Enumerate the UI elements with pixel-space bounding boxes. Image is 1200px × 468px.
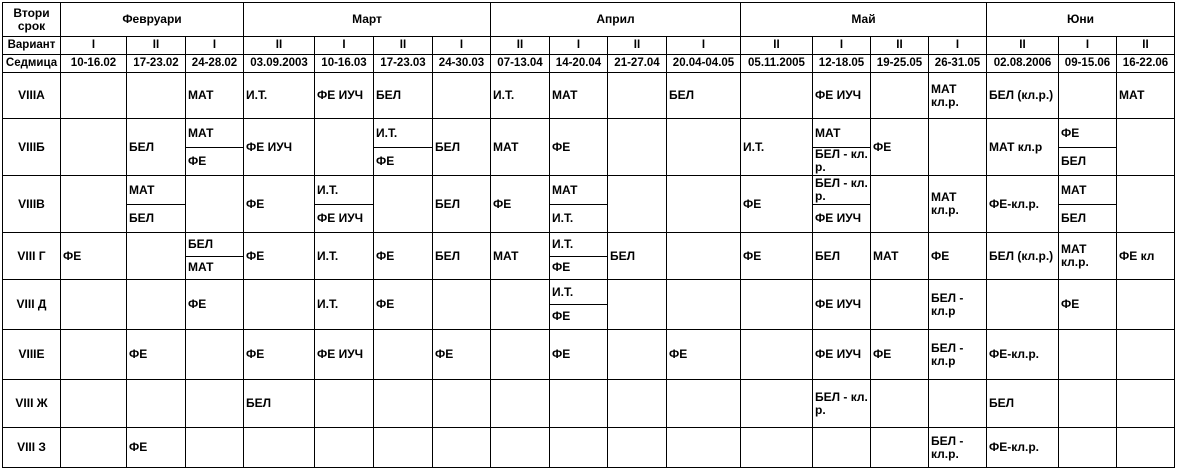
schedule-cell xyxy=(374,119,433,176)
exam-entry: ФЕ кл xyxy=(1119,248,1155,263)
schedule-cell xyxy=(1059,428,1117,468)
schedule-cell xyxy=(550,380,608,428)
schedule-cell xyxy=(741,280,813,330)
schedule-cell xyxy=(491,176,550,233)
schedule-cell xyxy=(244,119,315,176)
schedule-cell xyxy=(741,119,813,176)
exam-entry: ФЕ xyxy=(376,248,395,263)
schedule-cell xyxy=(491,330,550,380)
month-header: Април xyxy=(491,3,741,37)
schedule-cell xyxy=(608,380,667,428)
schedule-cell xyxy=(608,330,667,380)
exam-entry: И.Т. xyxy=(493,88,515,102)
exam-entry: МАТ xyxy=(873,248,899,263)
exam-entry: МАТ xyxy=(1061,182,1087,197)
variant-cell: I xyxy=(315,37,374,55)
schedule-cell xyxy=(608,119,667,176)
schedule-cell xyxy=(813,330,871,380)
exam-entry: ФЕ xyxy=(246,196,265,211)
schedule-cell xyxy=(433,176,491,233)
exam-entry: ФЕ xyxy=(63,248,82,263)
exam-entry: МАТ xyxy=(552,88,578,102)
variant-cell: II xyxy=(244,37,315,55)
schedule-cell xyxy=(813,176,871,233)
schedule-cell xyxy=(244,176,315,233)
exam-entry: БЕЛ xyxy=(188,237,214,251)
exam-entry: И.Т. xyxy=(552,237,574,251)
exam-entry: ФЕ xyxy=(550,256,607,279)
exam-entry: МАТ кл.р. xyxy=(931,81,959,109)
schedule-cell xyxy=(987,428,1059,468)
exam-entry: ФЕ ИУЧ xyxy=(815,347,862,361)
schedule-cell xyxy=(374,73,433,119)
schedule-cell xyxy=(127,176,186,233)
schedule-cell xyxy=(741,233,813,280)
schedule-cell xyxy=(186,176,244,233)
schedule-cell xyxy=(61,330,127,380)
exam-entry: БЕЛ xyxy=(435,248,461,263)
week-cell: 05.11.2005 xyxy=(741,55,813,73)
week-cell: 12-18.05 xyxy=(813,55,871,73)
week-cell: 24-28.02 xyxy=(186,55,244,73)
schedule-cell xyxy=(1059,233,1117,280)
schedule-cell xyxy=(186,233,244,280)
schedule-cell xyxy=(244,380,315,428)
schedule-cell xyxy=(127,330,186,380)
schedule-cell xyxy=(127,73,186,119)
class-row xyxy=(3,280,1175,330)
class-label: VIII Ж xyxy=(3,380,61,428)
schedule-cell xyxy=(741,330,813,380)
exam-entry: ФЕ ИУЧ xyxy=(315,204,373,232)
exam-entry: И.Т. xyxy=(550,204,607,232)
schedule-cell xyxy=(987,119,1059,176)
month-header: Май xyxy=(741,3,987,37)
schedule-cell xyxy=(61,176,127,233)
exam-entry: ФЕ ИУЧ xyxy=(246,139,293,154)
class-label: VIII З xyxy=(3,428,61,468)
schedule-cell xyxy=(667,73,741,119)
schedule-cell xyxy=(667,176,741,233)
schedule-cell xyxy=(315,73,374,119)
schedule-cell xyxy=(186,380,244,428)
schedule-cell xyxy=(871,233,929,280)
schedule-cell xyxy=(987,73,1059,119)
schedule-cell xyxy=(61,280,127,330)
schedule-cell xyxy=(871,119,929,176)
schedule-cell xyxy=(550,233,608,280)
exam-entry: БЕЛ - кл.р xyxy=(931,340,964,368)
schedule-cell xyxy=(491,233,550,280)
exam-entry: ФЕ xyxy=(374,147,432,175)
schedule-cell xyxy=(186,73,244,119)
schedule-cell xyxy=(1117,330,1175,380)
schedule-cell xyxy=(61,380,127,428)
schedule-cell xyxy=(871,280,929,330)
schedule-cell xyxy=(186,280,244,330)
schedule-cell xyxy=(127,428,186,468)
schedule-cell xyxy=(667,119,741,176)
schedule-cell xyxy=(871,380,929,428)
schedule-cell xyxy=(61,428,127,468)
header-weeks-row xyxy=(3,55,1175,73)
schedule-cell xyxy=(667,428,741,468)
week-cell: 10-16.02 xyxy=(61,55,127,73)
class-row xyxy=(3,428,1175,468)
schedule-cell xyxy=(667,280,741,330)
variant-cell: I xyxy=(667,37,741,55)
schedule-cell xyxy=(315,330,374,380)
exam-entry: ФЕ xyxy=(1061,297,1080,311)
schedule-cell xyxy=(491,280,550,330)
exam-entry: И.Т. xyxy=(552,284,574,299)
exam-entry: БЕЛ (кл.р.) xyxy=(989,88,1054,102)
exam-entry: МАТ xyxy=(188,88,214,102)
exam-entry: БЕЛ xyxy=(669,88,695,102)
schedule-cell xyxy=(186,428,244,468)
schedule-cell xyxy=(433,119,491,176)
schedule-cell xyxy=(550,330,608,380)
schedule-cell xyxy=(315,380,374,428)
exam-entry: И.Т. xyxy=(317,248,339,263)
exam-entry: И.Т. xyxy=(246,88,268,102)
schedule-cell xyxy=(871,73,929,119)
schedule-cell xyxy=(813,280,871,330)
schedule-cell xyxy=(315,233,374,280)
schedule-cell xyxy=(741,176,813,233)
exam-entry: ФЕ xyxy=(931,248,950,263)
schedule-cell xyxy=(186,119,244,176)
header-variants-row xyxy=(3,37,1175,55)
exam-entry: ФЕ xyxy=(743,196,762,211)
schedule-cell xyxy=(244,280,315,330)
exam-entry: МАТ xyxy=(186,256,243,279)
schedule-cell xyxy=(433,280,491,330)
schedule-cell xyxy=(987,176,1059,233)
schedule-cell xyxy=(608,280,667,330)
schedule-cell xyxy=(1059,73,1117,119)
exam-entry: МАТ xyxy=(1119,88,1145,102)
exam-entry: ФЕ xyxy=(129,440,148,454)
week-cell: 09-15.06 xyxy=(1059,55,1117,73)
month-header: Юни xyxy=(987,3,1175,37)
variant-cell: II xyxy=(987,37,1059,55)
exam-entry: БЕЛ xyxy=(610,248,636,263)
schedule-cell xyxy=(550,428,608,468)
week-cell: 24-30.03 xyxy=(433,55,491,73)
exam-entry: БЕЛ xyxy=(246,396,272,410)
variant-cell: I xyxy=(550,37,608,55)
month-header: Февруари xyxy=(61,3,244,37)
schedule-cell xyxy=(608,73,667,119)
schedule-cell xyxy=(244,428,315,468)
exam-entry: БЕЛ - кл.р. xyxy=(931,433,964,461)
schedule-cell xyxy=(433,428,491,468)
schedule-cell xyxy=(929,280,987,330)
variant-cell: I xyxy=(186,37,244,55)
exam-entry: ФЕ xyxy=(873,139,892,154)
schedule-cell xyxy=(61,119,127,176)
variant-cell: II xyxy=(1117,37,1175,55)
schedule-cell xyxy=(667,330,741,380)
variant-cell: I xyxy=(1059,37,1117,55)
exam-entry: БЕЛ xyxy=(435,196,461,211)
schedule-cell xyxy=(61,233,127,280)
schedule-cell xyxy=(550,176,608,233)
exam-entry: БЕЛ (кл.р.) xyxy=(989,248,1054,263)
class-row xyxy=(3,176,1175,233)
schedule-cell xyxy=(244,330,315,380)
schedule-cell xyxy=(550,280,608,330)
exam-entry: ФЕ xyxy=(550,304,607,329)
variant-cell: II xyxy=(491,37,550,55)
schedule-cell xyxy=(374,428,433,468)
schedule-cell xyxy=(433,380,491,428)
schedule-cell xyxy=(1059,280,1117,330)
schedule-cell xyxy=(871,176,929,233)
variant-cell: I xyxy=(433,37,491,55)
schedule-cell xyxy=(186,330,244,380)
exam-entry: БЕЛ - кл. р. xyxy=(815,389,868,417)
schedule-cell xyxy=(315,119,374,176)
variant-cell: I xyxy=(61,37,127,55)
schedule-cell xyxy=(741,428,813,468)
week-cell: 14-20.04 xyxy=(550,55,608,73)
week-label: Седмица xyxy=(3,55,61,73)
schedule-cell xyxy=(741,73,813,119)
exam-entry: ФЕ xyxy=(186,147,243,175)
schedule-cell xyxy=(550,119,608,176)
exam-entry: БЕЛ xyxy=(376,88,402,102)
schedule-cell xyxy=(813,380,871,428)
exam-entry: МАТ кл.р. xyxy=(931,190,959,217)
variant-cell: II xyxy=(741,37,813,55)
exam-entry: ФЕ ИУЧ xyxy=(815,297,862,311)
schedule-cell xyxy=(929,330,987,380)
exam-entry: МАТ кл.р. xyxy=(1061,242,1089,269)
schedule-cell xyxy=(315,428,374,468)
exam-entry: БЕЛ xyxy=(989,396,1015,410)
schedule-cell xyxy=(667,380,741,428)
exam-entry: БЕЛ xyxy=(815,248,841,263)
schedule-cell xyxy=(244,73,315,119)
exam-entry: МАТ xyxy=(815,125,841,140)
class-label: VIIIА xyxy=(3,73,61,119)
schedule-cell xyxy=(374,176,433,233)
variant-cell: II xyxy=(871,37,929,55)
schedule-cell xyxy=(929,73,987,119)
class-label: VIIIВ xyxy=(3,176,61,233)
exam-entry: И.Т. xyxy=(317,297,339,311)
schedule-table xyxy=(2,2,1175,468)
schedule-cell xyxy=(127,380,186,428)
schedule-cell xyxy=(987,380,1059,428)
class-row xyxy=(3,233,1175,280)
schedule-cell xyxy=(127,119,186,176)
term-label: Втори срок xyxy=(3,3,61,37)
schedule-cell xyxy=(987,233,1059,280)
week-cell: 10-16.03 xyxy=(315,55,374,73)
schedule-cell xyxy=(1117,233,1175,280)
class-row xyxy=(3,380,1175,428)
exam-entry: ФЕ-кл.р. xyxy=(989,347,1040,361)
exam-entry: ФЕ ИУЧ xyxy=(815,88,862,102)
schedule-cell xyxy=(374,280,433,330)
schedule-cell xyxy=(1117,280,1175,330)
schedule-cell xyxy=(127,280,186,330)
class-label: VIIIБ xyxy=(3,119,61,176)
schedule-cell xyxy=(1117,380,1175,428)
class-label: VIII Д xyxy=(3,280,61,330)
exam-entry: МАТ xyxy=(129,182,155,197)
exam-entry: БЕЛ xyxy=(127,204,185,232)
exam-entry: БЕЛ xyxy=(1059,204,1116,232)
exam-entry: ФЕ xyxy=(435,347,454,361)
schedule-cell xyxy=(929,428,987,468)
schedule-cell xyxy=(433,73,491,119)
schedule-cell xyxy=(929,380,987,428)
exam-entry: БЕЛ xyxy=(129,139,155,154)
exam-entry: ФЕ xyxy=(188,297,207,311)
exam-entry: И.Т. xyxy=(317,182,339,197)
schedule-cell xyxy=(813,119,871,176)
schedule-cell xyxy=(871,428,929,468)
exam-entry: ФЕ ИУЧ xyxy=(317,347,364,361)
schedule-cell xyxy=(608,233,667,280)
class-row xyxy=(3,330,1175,380)
schedule-cell xyxy=(813,233,871,280)
exam-entry: МАТ кл.р xyxy=(989,139,1043,154)
schedule-cell xyxy=(1117,428,1175,468)
week-cell: 16-22.06 xyxy=(1117,55,1175,73)
exam-entry: И.Т. xyxy=(376,125,398,140)
week-cell: 17-23.03 xyxy=(374,55,433,73)
schedule-cell xyxy=(433,233,491,280)
schedule-cell xyxy=(1059,330,1117,380)
schedule-cell xyxy=(608,428,667,468)
variant-cell: II xyxy=(608,37,667,55)
schedule-cell xyxy=(374,330,433,380)
exam-entry: МАТ xyxy=(493,248,519,263)
exam-entry: МАТ xyxy=(493,139,519,154)
week-cell: 19-25.05 xyxy=(871,55,929,73)
exam-entry: БЕЛ - кл. р. xyxy=(813,147,870,175)
exam-entry: МАТ xyxy=(188,125,214,140)
exam-entry: ФЕ xyxy=(493,196,512,211)
exam-entry: МАТ xyxy=(552,182,578,197)
exam-entry: ФЕ-кл.р. xyxy=(989,440,1040,454)
schedule-cell xyxy=(315,280,374,330)
week-cell: 21-27.04 xyxy=(608,55,667,73)
week-cell: 03.09.2003 xyxy=(244,55,315,73)
schedule-cell xyxy=(1117,176,1175,233)
exam-entry: ФЕ-кл.р. xyxy=(989,196,1040,211)
week-cell: 17-23.02 xyxy=(127,55,186,73)
exam-entry: ФЕ ИУЧ xyxy=(317,88,364,102)
schedule-cell xyxy=(871,330,929,380)
schedule-cell xyxy=(491,380,550,428)
week-cell: 02.08.2006 xyxy=(987,55,1059,73)
exam-entry: ФЕ xyxy=(552,139,571,154)
exam-entry: ФЕ xyxy=(246,248,265,263)
exam-entry: ФЕ ИУЧ xyxy=(813,204,870,232)
schedule-cell xyxy=(374,380,433,428)
schedule-cell xyxy=(244,233,315,280)
variant-cell: II xyxy=(127,37,186,55)
variant-cell: I xyxy=(929,37,987,55)
class-row xyxy=(3,73,1175,119)
variant-label: Вариант xyxy=(3,37,61,55)
exam-entry: ФЕ xyxy=(246,347,265,361)
week-cell: 07-13.04 xyxy=(491,55,550,73)
exam-entry: ФЕ xyxy=(1061,125,1080,140)
schedule-cell xyxy=(374,233,433,280)
exam-entry: ФЕ xyxy=(669,347,688,361)
schedule-cell xyxy=(491,428,550,468)
variant-cell: I xyxy=(813,37,871,55)
schedule-cell xyxy=(667,233,741,280)
schedule-cell xyxy=(1059,176,1117,233)
schedule-cell xyxy=(61,73,127,119)
exam-entry: БЕЛ - кл.р xyxy=(931,290,964,318)
class-row xyxy=(3,119,1175,176)
exam-entry: ФЕ xyxy=(873,347,892,361)
exam-entry: БЕЛ xyxy=(435,139,461,154)
schedule-cell xyxy=(608,176,667,233)
schedule-cell xyxy=(1059,380,1117,428)
week-cell: 26-31.05 xyxy=(929,55,987,73)
class-label: VIIIЕ xyxy=(3,330,61,380)
schedule-cell xyxy=(127,233,186,280)
exam-entry: ФЕ xyxy=(552,347,571,361)
schedule-cell xyxy=(1059,119,1117,176)
class-label: VIII Г xyxy=(3,233,61,280)
schedule-cell xyxy=(813,73,871,119)
schedule-cell xyxy=(550,73,608,119)
exam-entry: ФЕ xyxy=(129,347,148,361)
exam-entry: И.Т. xyxy=(743,139,765,154)
schedule-cell xyxy=(1117,73,1175,119)
schedule-cell xyxy=(929,119,987,176)
week-cell: 20.04-04.05 xyxy=(667,55,741,73)
schedule-cell xyxy=(813,428,871,468)
month-header: Март xyxy=(244,3,491,37)
exam-entry: ФЕ xyxy=(376,297,395,311)
schedule-cell xyxy=(741,380,813,428)
variant-cell: II xyxy=(374,37,433,55)
schedule-cell xyxy=(929,233,987,280)
exam-entry: ФЕ xyxy=(743,248,762,263)
schedule-cell xyxy=(433,330,491,380)
schedule-cell xyxy=(491,73,550,119)
schedule-cell xyxy=(929,176,987,233)
schedule-cell xyxy=(987,330,1059,380)
schedule-cell xyxy=(491,119,550,176)
schedule-cell xyxy=(987,280,1059,330)
header-months-row xyxy=(3,3,1175,37)
schedule-cell xyxy=(1117,119,1175,176)
schedule-cell xyxy=(315,176,374,233)
exam-entry: БЕЛ - кл. р. xyxy=(815,176,868,203)
exam-entry: БЕЛ xyxy=(1059,147,1116,175)
